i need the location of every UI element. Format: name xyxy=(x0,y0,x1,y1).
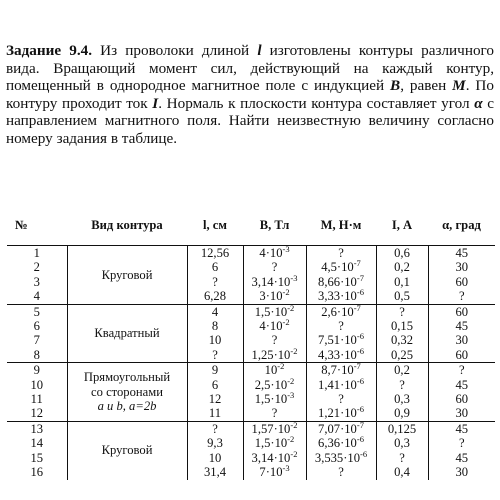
cell-length: 10 xyxy=(187,451,243,465)
cell-number: 7 xyxy=(33,333,40,348)
cell-current: 0,6 xyxy=(376,246,428,261)
cell-torque: $4,5\cdot 10^{-7}$ xyxy=(306,260,376,274)
cell-torque: $7,51\cdot 10^{-6}$ xyxy=(306,333,376,347)
cell-number: 6 xyxy=(33,319,40,334)
cell-number: 5 xyxy=(7,304,67,319)
data-table xyxy=(7,205,495,480)
cell-angle: 45 xyxy=(428,246,495,261)
cell-number: 3 xyxy=(33,274,40,289)
header-number: № xyxy=(7,205,67,246)
cell-induction: ? xyxy=(243,406,306,421)
cell-angle: ? xyxy=(428,363,495,378)
cell-torque: $3,33\cdot 10^{-6}$ xyxy=(306,289,376,304)
cell-number: 4 xyxy=(33,289,40,304)
cell-current: 0,15 xyxy=(376,319,428,333)
text-run: изготовлены контуры различного вида. Вращающий момент сил, действующий на каждый контур, помещенный в однородное магнитное поле с индукцией xyxy=(6,42,494,95)
cell-induction: $1,5\cdot 10^{-2}$ xyxy=(243,304,306,319)
cell-induction: $4\cdot 10^{-2}$ xyxy=(243,319,306,333)
cell-torque: ? xyxy=(306,246,376,261)
cell-angle: 30 xyxy=(428,333,495,347)
text-run: . По контуру проходит ток xyxy=(6,77,494,112)
table-row xyxy=(7,421,495,436)
symbol-M: M xyxy=(452,77,466,95)
cell-length: 8 xyxy=(187,319,243,333)
cell-torque: $8,7\cdot 10^{-7}$ xyxy=(306,363,376,378)
cell-current: 0,1 xyxy=(376,275,428,289)
cell-torque: ? xyxy=(306,392,376,406)
cell-number: 15 xyxy=(30,450,44,465)
cell-current: 0,3 xyxy=(376,436,428,450)
header-current: I, А xyxy=(376,205,428,246)
cell-number: 2 xyxy=(33,260,40,275)
cell-current: 0,32 xyxy=(376,333,428,347)
cell-angle: 60 xyxy=(428,392,495,406)
cell-induction: $3\cdot 10^{-2}$ xyxy=(243,289,306,304)
cell-induction: $3,14\cdot 10^{-3}$ xyxy=(243,275,306,289)
cell-length: 10 xyxy=(187,333,243,347)
text-run: . Нормаль к плоскости контура составляет угол xyxy=(158,94,475,112)
cell-torque: $6,36\cdot 10^{-6}$ xyxy=(306,436,376,450)
header-torque: M, Н·м xyxy=(306,205,376,246)
cell-induction: $2,5\cdot 10^{-2}$ xyxy=(243,378,306,392)
cell-current: ? xyxy=(376,451,428,465)
cell-angle: ? xyxy=(428,436,495,450)
cell-current: 0,5 xyxy=(376,289,428,304)
cell-number: 10 xyxy=(30,377,44,392)
cell-induction: $3,14\cdot 10^{-2}$ xyxy=(243,451,306,465)
header-angle: α, град xyxy=(428,205,495,246)
cell-number: 11 xyxy=(30,392,43,407)
cell-torque: ? xyxy=(306,465,376,479)
cell-current: 0,125 xyxy=(376,421,428,436)
cell-torque: $2,6\cdot 10^{-7}$ xyxy=(306,304,376,319)
cell-number: 1 xyxy=(7,246,67,261)
cell-induction: $10^{-2}$ xyxy=(243,363,306,378)
cell-current: ? xyxy=(376,378,428,392)
cell-angle: 45 xyxy=(428,378,495,392)
cell-length: ? xyxy=(187,348,243,363)
table-row xyxy=(7,363,495,378)
cell-torque: $4,33\cdot 10^{-6}$ xyxy=(306,348,376,363)
symbol-α: α xyxy=(474,94,483,112)
cell-induction: $1,5\cdot 10^{-2}$ xyxy=(243,436,306,450)
cell-current: ? xyxy=(376,304,428,319)
text-run: с направлением магнитного поля. Найти неизвестную величину согласно номеру задания в таблице. xyxy=(6,94,494,147)
cell-torque: $7,07\cdot 10^{-7}$ xyxy=(306,421,376,436)
cell-torque: $1,21\cdot 10^{-6}$ xyxy=(306,406,376,421)
table-header-row xyxy=(7,205,495,246)
task-paragraph xyxy=(6,42,494,148)
cell-induction: $1,5\cdot 10^{-3}$ xyxy=(243,392,306,406)
cell-angle: ? xyxy=(428,289,495,304)
cell-contour-type: Круговой xyxy=(67,421,187,479)
header-length: l, см xyxy=(187,205,243,246)
cell-length: 6 xyxy=(187,260,243,274)
cell-number: 13 xyxy=(7,421,67,436)
cell-angle: 30 xyxy=(428,406,495,421)
cell-contour-type: Круговой xyxy=(67,246,187,305)
cell-length: 6 xyxy=(187,378,243,392)
cell-current: 0,9 xyxy=(376,406,428,421)
cell-length: ? xyxy=(187,275,243,289)
cell-current: 0,4 xyxy=(376,465,428,479)
cell-angle: 60 xyxy=(428,275,495,289)
cell-current: 0,2 xyxy=(376,363,428,378)
symbol-I: I xyxy=(152,94,159,112)
header-induction: B, Тл xyxy=(243,205,306,246)
text-run: Из проволоки длиной xyxy=(92,42,258,59)
cell-length: 11 xyxy=(187,406,243,421)
cell-angle: 45 xyxy=(428,451,495,465)
cell-length: 9 xyxy=(187,363,243,378)
cell-torque: $8,66\cdot 10^{-7}$ xyxy=(306,275,376,289)
symbol-B: B xyxy=(390,77,401,95)
table-row xyxy=(7,246,495,261)
header-contour-type: Вид контура xyxy=(67,205,187,246)
cell-number: 12 xyxy=(30,406,44,421)
cell-length: 4 xyxy=(187,304,243,319)
cell-angle: 45 xyxy=(428,319,495,333)
cell-angle: 60 xyxy=(428,348,495,363)
cell-length: ? xyxy=(187,421,243,436)
cell-contour-type: Квадратный xyxy=(67,304,187,363)
cell-induction: $4\cdot 10^{-3}$ xyxy=(243,246,306,261)
cell-length: 12,56 xyxy=(187,246,243,261)
cell-number: 8 xyxy=(33,347,40,362)
cell-length: 6,28 xyxy=(187,289,243,304)
table-row xyxy=(7,304,495,319)
cell-current: 0,2 xyxy=(376,260,428,274)
cell-angle: 45 xyxy=(428,421,495,436)
cell-torque: ? xyxy=(306,319,376,333)
cell-number: 9 xyxy=(7,363,67,378)
cell-angle: 30 xyxy=(428,465,495,479)
cell-number: 16 xyxy=(30,465,44,480)
cell-torque: $1,41\cdot 10^{-6}$ xyxy=(306,378,376,392)
cell-angle: 30 xyxy=(428,260,495,274)
cell-current: 0,25 xyxy=(376,348,428,363)
cell-angle: 60 xyxy=(428,304,495,319)
cell-length: 12 xyxy=(187,392,243,406)
symbol-l: l xyxy=(257,42,262,59)
cell-induction: $7\cdot 10^{-3}$ xyxy=(243,465,306,479)
cell-induction: $1,57\cdot 10^{-2}$ xyxy=(243,421,306,436)
cell-current: 0,3 xyxy=(376,392,428,406)
cell-length: 9,3 xyxy=(187,436,243,450)
cell-torque: $3,535\cdot 10^{-6}$ xyxy=(306,451,376,465)
text-run: , равен xyxy=(400,77,453,95)
table-body xyxy=(7,246,495,480)
cell-number: 14 xyxy=(30,436,44,451)
cell-induction: $1,25\cdot 10^{-2}$ xyxy=(243,348,306,363)
cell-induction: ? xyxy=(243,260,306,274)
task-label: Задание 9.4. xyxy=(6,42,93,59)
cell-induction: ? xyxy=(243,333,306,347)
cell-contour-type: Прямоугольный со сторонами a и b, a=2b xyxy=(67,363,187,422)
cell-length: 31,4 xyxy=(187,465,243,479)
